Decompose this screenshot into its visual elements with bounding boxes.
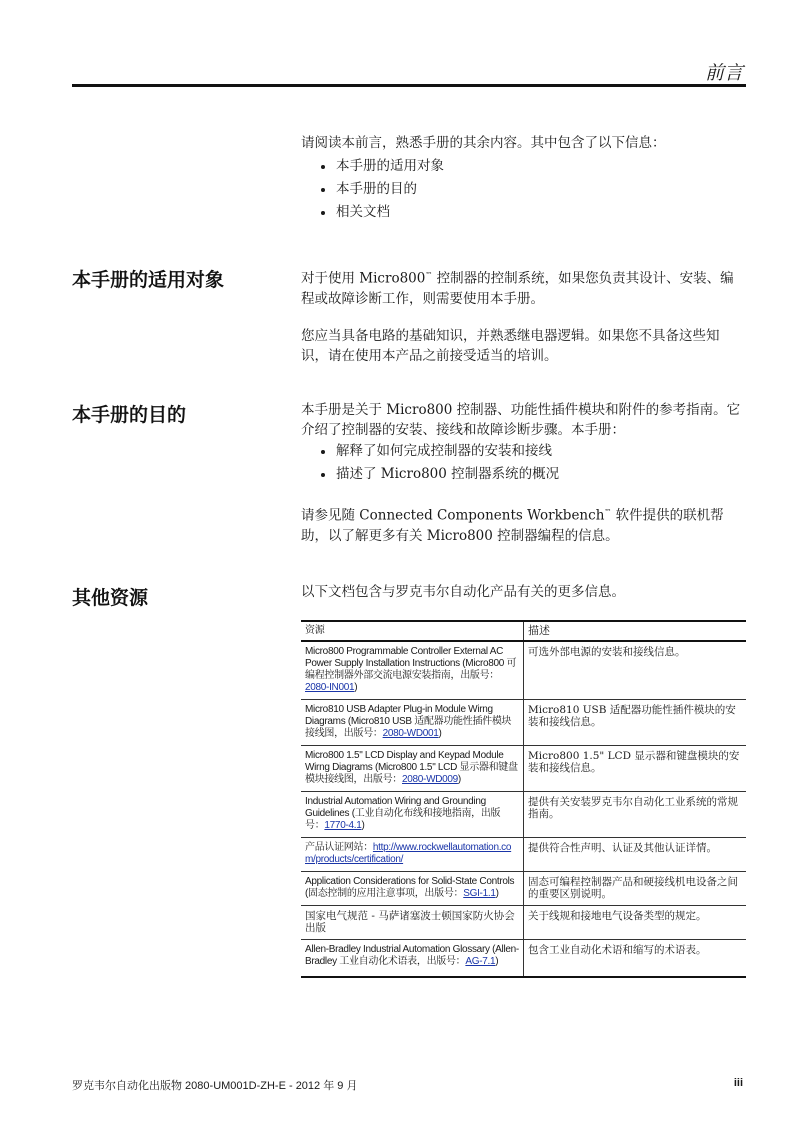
column-header-resource: 资源 (301, 621, 524, 641)
resource-text-end: ) (361, 820, 365, 831)
purpose-bullet-list (301, 440, 746, 486)
description-cell: Micro810 USB 适配器功能性插件模块的安装和接线信息。 (524, 700, 747, 746)
resource-text: Micro810 USB Adapter Plug-in Module Wirng Diagrams (Micro810 USB 适配器功能性插件模块接线图，出版号： (305, 704, 512, 739)
trademark-symbol: ™ (425, 271, 433, 279)
footer-page-number: iii (733, 1077, 743, 1089)
description-cell: 固态可编程控制器产品和硬接线机电设备之间的重要区别说明。 (524, 872, 747, 906)
resource-cell (301, 792, 524, 838)
description-cell: Micro800 1.5" LCD 显示器和键盘模块的安装和接线信息。 (524, 746, 747, 792)
description-cell: 关于线规和接地电气设备类型的规定。 (524, 906, 747, 940)
table-header-row (301, 621, 746, 641)
purpose-paragraph-1: 本手册是关于 Micro800 控制器、功能性插件模块和附件的参考指南。它介绍了控制器的安装、接线和故障诊断步骤。本手册： (301, 402, 741, 438)
intro-text: 请阅读本前言，熟悉手册的其余内容。其中包含了以下信息： (301, 135, 666, 151)
resource-text: Micro800 1.5" LCD Display and Keypad Module Wirng Diagrams (Micro800 1.5" LCD 显示器和键盘模块接线图，出版号： (305, 750, 518, 785)
purpose-body (301, 400, 746, 546)
purpose-bullet: 描述了 Micro800 控制器系统的概况 (301, 463, 746, 486)
purpose-paragraph-2 (301, 502, 746, 546)
intro-bullet: 本手册的适用对象 (301, 155, 746, 178)
page-header-title: 前言 (704, 62, 743, 84)
resource-text-end: ) (457, 774, 461, 785)
resource-text-end: ) (354, 682, 358, 693)
resources-heading: 其他资源 (72, 587, 149, 609)
purpose-heading: 本手册的目的 (72, 404, 187, 426)
footer-publication-info: 罗克韦尔自动化出版物 2080-UM001D-ZH-E - 2012 年 9 月 (72, 1080, 358, 1092)
description-cell: 包含工业自动化术语和缩写的术语表。 (524, 940, 747, 978)
resource-cell (301, 641, 524, 700)
purpose-bullet: 解释了如何完成控制器的安装和接线 (301, 440, 746, 463)
audience-heading: 本手册的适用对象 (72, 269, 225, 291)
resource-text-end: ) (438, 728, 442, 739)
intro-bullet: 相关文档 (301, 201, 746, 224)
resource-cell (301, 746, 524, 792)
audience-paragraph-1 (301, 265, 746, 309)
resources-intro: 以下文档包含与罗克韦尔自动化产品有关的更多信息。 (301, 584, 625, 600)
description-cell: 可选外部电源的安装和接线信息。 (524, 641, 747, 700)
purpose-text: 软件提供的联机帮助，以了解更多有关 Micro800 控制器编程的信息。 (301, 507, 724, 544)
intro-bullet-list (301, 155, 746, 224)
publication-link[interactable]: SGI-1.1 (463, 888, 496, 899)
table-row (301, 641, 746, 700)
audience-text: 对于使用 Micro800 (301, 270, 426, 287)
description-cell: 提供有关安装罗克韦尔自动化工业系统的常规指南。 (524, 792, 747, 838)
publication-link[interactable]: 2080-WD009 (402, 774, 458, 785)
resource-text: Micro800 Programmable Controller External AC Power Supply Installation Instructions (Micro800 可编程控制器外部交流电源安装指南，出版号： (305, 646, 517, 681)
certification-link[interactable]: http://www.rockwellautomation.com/products/certification/ (305, 842, 512, 865)
intro-bullet: 本手册的目的 (301, 178, 746, 201)
table-row (301, 746, 746, 792)
intro-section (301, 132, 746, 224)
resource-text: Application Considerations for Solid-State Controls (固态控制的应用注意事项，出版号： (305, 876, 515, 899)
resource-cell (301, 940, 524, 978)
resource-text-end: ) (495, 888, 499, 899)
audience-text: 控制器的控制系统，如果您负责其设计、安装、编程或故障诊断工作，则需要使用本手册。 (301, 270, 734, 307)
table-row (301, 700, 746, 746)
table-row (301, 872, 746, 906)
column-header-description: 描述 (524, 621, 747, 641)
purpose-text: 请参见随 Connected Components Workbench (301, 507, 605, 524)
resource-text: 产品认证网站： (305, 842, 373, 853)
resource-cell (301, 838, 524, 872)
resource-cell (301, 872, 524, 906)
resource-cell (301, 700, 524, 746)
publication-link[interactable]: 2080-WD001 (382, 728, 439, 739)
publication-link[interactable]: AG-7.1 (465, 956, 496, 967)
table-row (301, 906, 746, 940)
audience-paragraph-2: 您应当具备电路的基础知识，并熟悉继电器逻辑。如果您不具备这些知识，请在使用本产品之前接受适当的培训。 (301, 327, 720, 364)
resource-text-end: ) (495, 956, 499, 967)
publication-link[interactable]: 1770-4.1 (324, 820, 362, 831)
table-row (301, 838, 746, 872)
publication-link[interactable]: 2080-IN001 (305, 682, 355, 693)
resources-table (301, 620, 746, 978)
table-row (301, 940, 746, 978)
header-rule (72, 84, 746, 87)
resource-text: Industrial Automation Wiring and Grounding Guidelines (工业自动化布线和接地指南，出版号： (305, 796, 501, 831)
description-cell: 提供符合性声明、认证及其他认证详情。 (524, 838, 747, 872)
trademark-symbol: ™ (604, 508, 612, 516)
resource-text: Allen-Bradley Industrial Automation Glossary (Allen-Bradley 工业自动化术语表，出版号： (305, 944, 519, 967)
resource-cell: 国家电气规范 - 马萨诸塞波士顿国家防火协会出版 (301, 906, 524, 940)
table-row (301, 792, 746, 838)
audience-body (301, 265, 746, 366)
